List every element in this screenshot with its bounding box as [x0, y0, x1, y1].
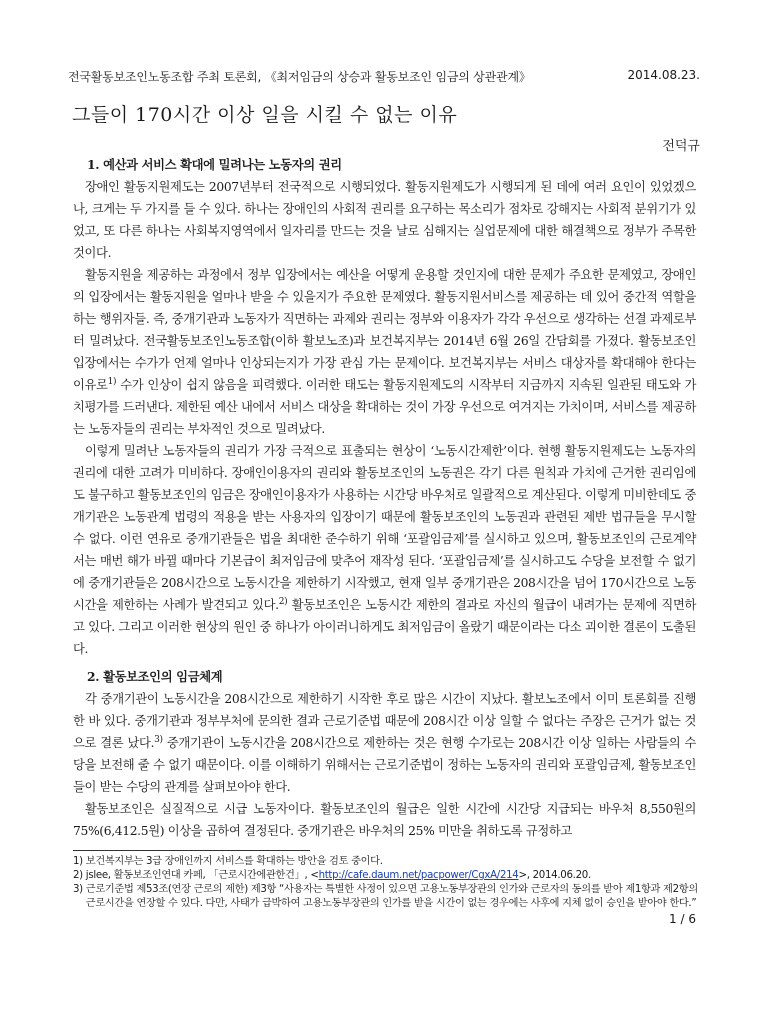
- paragraph-text: 각 중개기관이 노동시간을 208시간으로 제한하기 시작한 후로 많은 시간이 지났다. 활보노조에서 이미 토론회를 진행한 바 있다. 중개기관과 정부부처에 문의한 결과 근로기준법 때문에 208시간 이상 일할 수 없다는 주장은 근거가 없는 것으로 결론 났다.: [73, 692, 696, 750]
- paragraph-text: 이렇게 밀려난 노동자들의 권리가 가장 극적으로 표출되는 현상이 ‘노동시간제한’이다. 현행 활동지원제도는 노동자의 권리에 대한 고려가 미비하다. 장애인이용자의 권리와 활동보조인의 노동권은 각기 다른 원칙과 가치에 근거한 권리임에도 불구하고 활동보조인의 임금은 장애인이용자가 사용하는 시간당 바우처로 일괄적으로 계산된다. 이렇게 미비한데도 중개기관은 노동관계 법령의 적용을 받는 사용자의 입장이기 때문에 활동보조인의 노동권과 관련된 제반 법규들을 무시할 수 없다. 이런 연유로 중개기관들은 법을 최대한 준수하기 위해 ‘포괄임금제’를 실시하고 있으며, 활동보조인의 근로계약서는 매번 해가 바뀔 때마다 기본급이 최저임금에 맞추어 재작성 된다. ‘포괄임금제’를 실시하고도 수당을 보전할 수 없기에 중개기관들은 208시간으로 노동시간을 제한하기 시작했고, 현재 일부 중개기관은 208시간을 넘어 170시간으로 노동시간을 제한하는 사례가 발견되고 있다.: [73, 444, 696, 612]
- paragraph-text: 중개기관이 노동시간을 208시간으로 제한하는 것은 현행 수가로는 208시간 이상 일하는 사람들의 수당을 보전해 줄 수 없기 때문이다. 이를 이해하기 위해서는 근로기준법이 정하는 노동자의 권리와 포괄임금제, 활동보조인들이 받는 수당의 관계를 살펴보아야 한다.: [73, 736, 696, 794]
- paragraph-text: 활동지원을 제공하는 과정에서 정부 입장에서는 예산을 어떻게 운용할 것인지에 대한 문제가 주요한 문제였고, 장애인의 입장에서는 활동지원을 얼마나 받을 수 있을지가 주요한 문제였다. 활동지원서비스를 제공하는 데 있어 중간적 역할을 하는 행위자들. 즉, 중개기관과 노동자가 직면하는 과제와 권리는 정부와 이용자가 각각 우선으로 생각하는 선결 과제로부터 밀려났다. 전국활동보조인노동조합(이하 활보노조)과 보건복지부는 2014년 6월 26일 간담회를 가졌다. 활동보조인 입장에서는 수가가 언제 얼마나 인상되는지가 가장 관심 가는 문제이다. 보건복지부는 서비스 대상자를 확대해야 한다는 이유로: [73, 268, 696, 392]
- section-heading-1: 1. 예산과 서비스 확대에 밀려나는 노동자의 권리: [87, 157, 342, 172]
- page-title: 그들이 170시간 이상 일을 시킬 수 없는 이유: [72, 104, 458, 126]
- footnote-number: 2): [73, 870, 86, 881]
- paragraph: [73, 440, 696, 660]
- footnote-text: 근로기준법 제53조(연장 근로의 제한) 제3항 “사용자는 특별한 사정이 있으면 고용노동부장관의 인가와 근로자의 동의를 받아 제1항과 제2항의 근로시간을 연장할 수 있다. 다만, 사태가 급박하여 고용노동부장관의 인가를 받을 시간이 없는 경우에는 사후에 지체 없이 승인을 받아야 한다.”: [85, 884, 698, 909]
- paragraph: [73, 688, 696, 798]
- footnote-link[interactable]: http://cafe.daum.net/pacpower/CgxA/214: [318, 870, 519, 881]
- paragraph: [73, 264, 696, 440]
- footnote-number: 1): [73, 856, 86, 867]
- footnote-2: [73, 869, 703, 883]
- section-heading-2: 2. 활동보조인의 임금체계: [87, 669, 223, 684]
- paragraph-text: 수가 인상이 쉽지 않음을 피력했다. 이러한 태도는 활동지원제도의 시작부터 지금까지 지속된 일관된 태도와 가치평가를 드러낸다. 제한된 예산 내에서 서비스 대상을 확대하는 것이 가장 우선으로 여겨지는 가치이며, 서비스를 제공하는 노동자들의 권리는 부차적인 것으로 밀려났다.: [73, 378, 696, 436]
- header-date: 2014.08.23.: [627, 68, 700, 82]
- author-name: 전덕규: [662, 139, 700, 154]
- paragraph: 장애인 활동지원제도는 2007년부터 전국적으로 시행되었다. 활동지원제도가 시행되게 된 데에 여러 요인이 있었겠으나, 크게는 두 가지를 들 수 있다. 하나는 장애인의 사회적 권리를 요구하는 목소리가 점차로 강해지는 사회적 분위기가 있었고, 또 다른 하나는 사회복지영역에서 일자리를 만드는 것을 날로 심해지는 실업문제에 대한 해결책으로 정부가 주목한 것이다.: [73, 180, 696, 260]
- footnote-text: 보건복지부는 3급 장애인까지 서비스를 확대하는 방안을 검토 중이다.: [85, 856, 383, 867]
- footnote-ref-1[interactable]: 1): [107, 376, 117, 387]
- header-event-title: 전국활동보조인노동조합 주최 토론회, 《최저임금의 상승과 활동보조인 임금의 상관관계》: [68, 70, 531, 84]
- document-body: [73, 150, 696, 842]
- footnote-text-part: >, 2014.06.20.: [518, 870, 591, 881]
- footnote-text: [86, 869, 703, 883]
- paragraph-text: 활동보조인은 노동시간 제한의 결과로 자신의 월급이 내려가는 문제에 직면하고 있다. 그리고 이러한 현상의 원인 중 하나가 아이러니하게도 최저임금이 올랐기 때문이라는 다소 괴이한 결론이 도출된다.: [73, 598, 696, 656]
- footnote-divider: [73, 850, 310, 851]
- page-number: 1 / 6: [669, 912, 696, 926]
- footnote-3: [73, 883, 703, 911]
- footnote-ref-3[interactable]: 3): [154, 734, 163, 745]
- footnote-ref-2[interactable]: 2): [278, 596, 288, 607]
- paragraph: 활동보조인은 실질적으로 시급 노동자이다. 활동보조인의 월급은 일한 시간에 시간당 지급되는 바우처 8,550원의 75%(6,412.5원) 이상을 곱하여 결정된다. 중개기관은 바우처의 25% 미만을 취하도록 규정하고: [73, 802, 696, 838]
- footnote-1: [73, 855, 703, 869]
- footnotes: [73, 855, 703, 911]
- footnote-text-part: jslee, 활동보조인연대 카페, 「근로시간에관한건」, <: [85, 870, 319, 881]
- footnote-number: 3): [73, 884, 86, 895]
